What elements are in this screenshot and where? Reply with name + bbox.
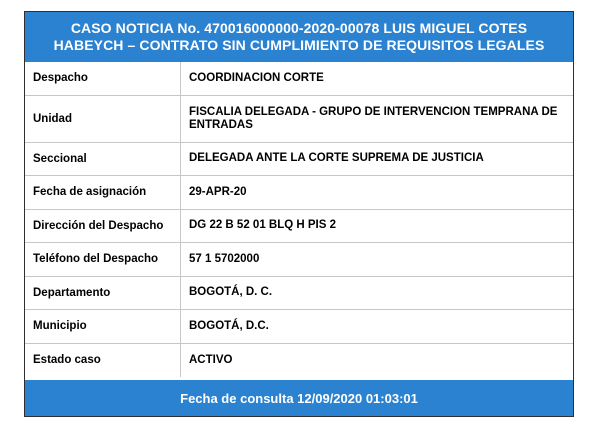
case-title-line-2: HABEYCH – CONTRATO SIN CUMPLIMIENTO DE REQUISITOS LEGALES <box>53 37 545 53</box>
table-row-despacho <box>25 62 573 96</box>
row-label: Municipio <box>25 310 181 343</box>
table-row-estado <box>25 344 573 378</box>
consultation-footer <box>25 380 573 416</box>
case-title <box>46 20 553 54</box>
row-label: Seccional <box>25 143 181 176</box>
row-label: Departamento <box>25 277 181 310</box>
row-value: ACTIVO <box>189 353 233 366</box>
row-value: 29-APR-20 <box>189 185 247 198</box>
table-row-departamento <box>25 277 573 311</box>
row-value: BOGOTÁ, D.C. <box>189 319 269 332</box>
table-row-telefono <box>25 243 573 277</box>
table-row-seccional <box>25 143 573 177</box>
row-value: 57 1 5702000 <box>189 252 260 265</box>
row-label: Teléfono del Despacho <box>25 243 181 276</box>
table-row-fecha-asignacion <box>25 176 573 210</box>
row-label: Estado caso <box>25 344 181 378</box>
case-header <box>25 12 573 62</box>
row-value: DG 22 B 52 01 BLQ H PIS 2 <box>189 219 337 232</box>
table-row-municipio <box>25 310 573 344</box>
case-info-card <box>24 11 574 417</box>
row-label: Despacho <box>25 62 181 95</box>
row-value: FISCALIA DELEGADA - GRUPO DE INTERVENCION TEMPRANA DE ENTRADAS <box>189 105 558 131</box>
row-value: COORDINACION CORTE <box>189 71 324 84</box>
case-title-line-1: CASO NOTICIA No. 470016000000-2020-00078 LUIS MIGUEL COTES <box>70 20 528 36</box>
row-value: BOGOTÁ, D. C. <box>189 286 273 299</box>
table-row-unidad <box>25 96 573 143</box>
consultation-date: Fecha de consulta 12/09/2020 01:03:01 <box>180 390 418 406</box>
row-label: Fecha de asignación <box>25 176 181 209</box>
row-value: DELEGADA ANTE LA CORTE SUPREMA DE JUSTICIA <box>189 152 484 165</box>
row-label: Dirección del Despacho <box>25 210 181 243</box>
row-label: Unidad <box>25 96 181 142</box>
case-details-table <box>25 62 573 377</box>
table-row-direccion <box>25 210 573 244</box>
